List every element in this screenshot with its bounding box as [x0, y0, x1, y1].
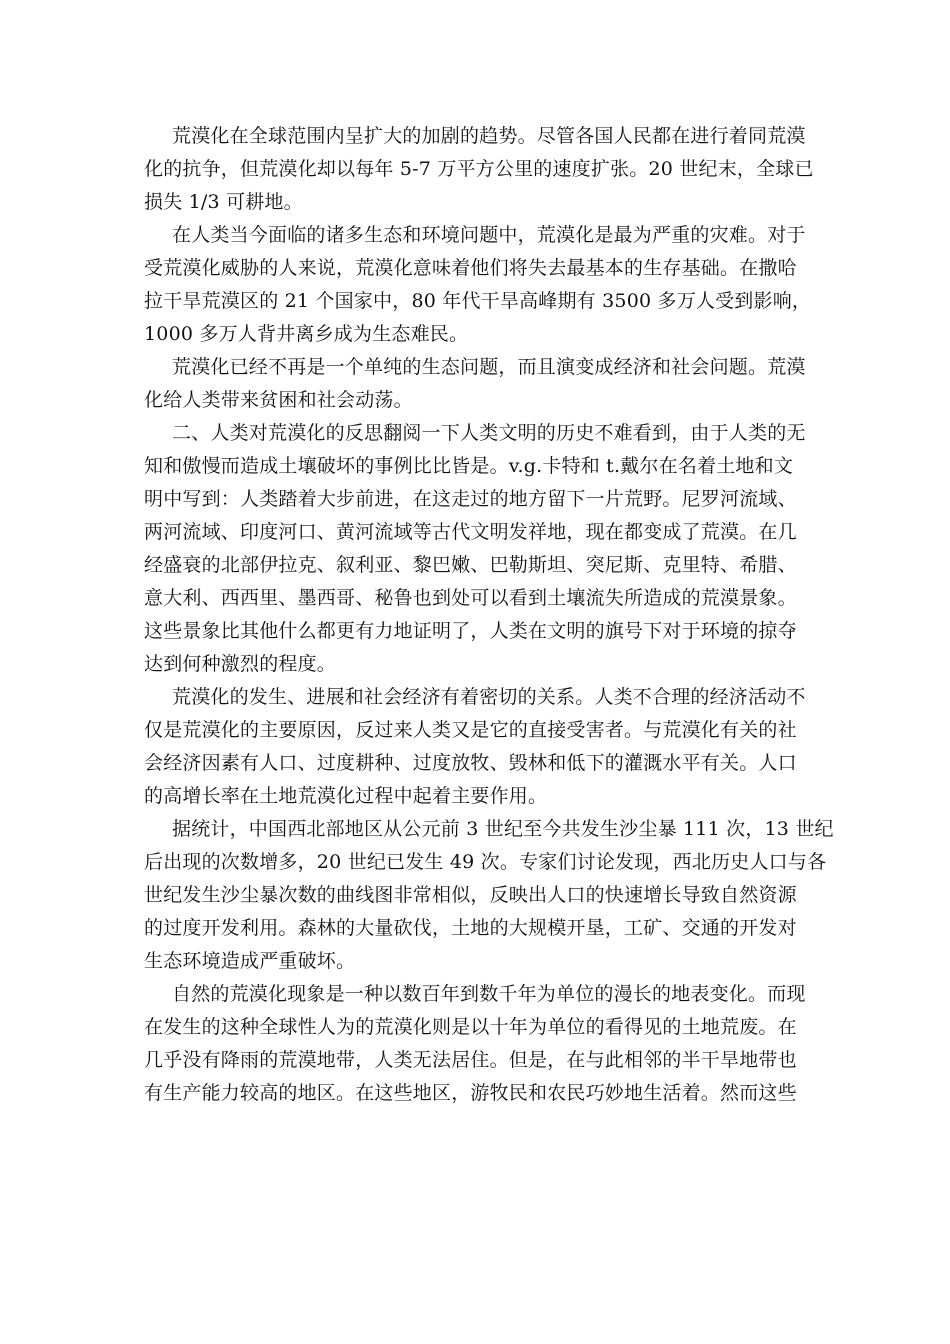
paragraph [144, 351, 809, 417]
paragraph-line: 拉干旱荒漠区的 21 个国家中，80 年代干旱高峰期有 3500 多万人受到影响， [144, 290, 812, 312]
paragraph-line: 仅是荒漠化的主要原因，反过来人类又是它的直接受害者。与荒漠化有关的社 [144, 719, 797, 741]
paragraph-line: 的高增长率在土地荒漠化过程中起着主要作用。 [144, 785, 548, 807]
paragraph-line: 化的抗争，但荒漠化却以每年 5-7 万平方公里的速度扩张。20 世纪末，全球已 [144, 158, 814, 180]
paragraph [144, 681, 809, 813]
paragraph-first-line: 荒漠化在全球范围内呈扩大的加剧的趋势。尽管各国人民都在进行着同荒漠 [172, 125, 806, 147]
paragraph-line: 世纪发生沙尘暴次数的曲线图非常相似，反映出人口的快速增长导致自然资源 [144, 884, 797, 906]
paragraph-line: 受荒漠化威胁的人来说，荒漠化意味着他们将失去最基本的生存基础。在撒哈 [144, 257, 797, 279]
paragraph-line: 会经济因素有人口、过度耕种、过度放牧、毁林和低下的灌溉水平有关。人口 [144, 752, 797, 774]
paragraph [144, 219, 812, 351]
document-body [144, 120, 834, 1110]
paragraph-line: 这些景象比其他什么都更有力地证明了，人类在文明的旗号下对于环境的掠夺 [144, 620, 797, 642]
paragraph [144, 813, 834, 978]
paragraph-first-line: 二、人类对荒漠化的反思翻阅一下人类文明的历史不难看到，由于人类的无 [172, 422, 806, 444]
paragraph [144, 120, 814, 219]
paragraph [144, 417, 809, 681]
paragraph-line: 几乎没有降雨的荒漠地带，人类无法居住。但是，在与此相邻的半干旱地带也 [144, 1049, 797, 1071]
paragraph-line: 两河流域、印度河口、黄河流域等古代文明发祥地，现在都变成了荒漠。在几 [144, 521, 797, 543]
paragraph-first-line: 荒漠化已经不再是一个单纯的生态问题，而且演变成经济和社会问题。荒漠 [172, 356, 806, 378]
paragraph-line: 化给人类带来贫困和社会动荡。 [144, 389, 413, 411]
paragraph-line: 有生产能力较高的地区。在这些地区，游牧民和农民巧妙地生活着。然而这些 [144, 1082, 797, 1104]
paragraph-first-line: 在人类当今面临的诸多生态和环境问题中，荒漠化是最为严重的灾难。对于 [172, 224, 806, 246]
paragraph-first-line: 荒漠化的发生、进展和社会经济有着密切的关系。人类不合理的经济活动不 [172, 686, 806, 708]
paragraph-line: 意大利、西西里、墨西哥、秘鲁也到处可以看到土壤流失所造成的荒漠景象。 [144, 587, 797, 609]
paragraph-line: 的过度开发利用。森林的大量砍伐，土地的大规模开垦，工矿、交通的开发对 [144, 917, 797, 939]
paragraph-line: 生态环境造成严重破坏。 [144, 950, 356, 972]
paragraph-line: 经盛衰的北部伊拉克、叙利亚、黎巴嫩、巴勒斯坦、突尼斯、克里特、希腊、 [144, 554, 797, 576]
paragraph-line: 明中写到：人类踏着大步前进，在这走过的地方留下一片荒野。尼罗河流域、 [144, 488, 797, 510]
paragraph-first-line: 自然的荒漠化现象是一种以数百年到数千年为单位的漫长的地表变化。而现 [172, 983, 806, 1005]
paragraph-line: 知和傲慢而造成土壤破坏的事例比比皆是。v.g.卡特和 t.戴尔在名着土地和文 [144, 455, 794, 477]
paragraph-line: 后出现的次数增多，20 世纪已发生 49 次。专家们讨论发现，西北历史人口与各 [144, 851, 827, 873]
paragraph-line: 1000 多万人背井离乡成为生态难民。 [144, 323, 469, 345]
paragraph [144, 978, 809, 1110]
paragraph-first-line: 据统计，中国西北部地区从公元前 3 世纪至今共发生沙尘暴 111 次，13 世纪 [172, 818, 834, 840]
paragraph-line: 损失 1/3 可耕地。 [144, 191, 303, 213]
paragraph-line: 达到何种激烈的程度。 [144, 653, 337, 675]
paragraph-line: 在发生的这种全球性人为的荒漠化则是以十年为单位的看得见的土地荒废。在 [144, 1016, 797, 1038]
